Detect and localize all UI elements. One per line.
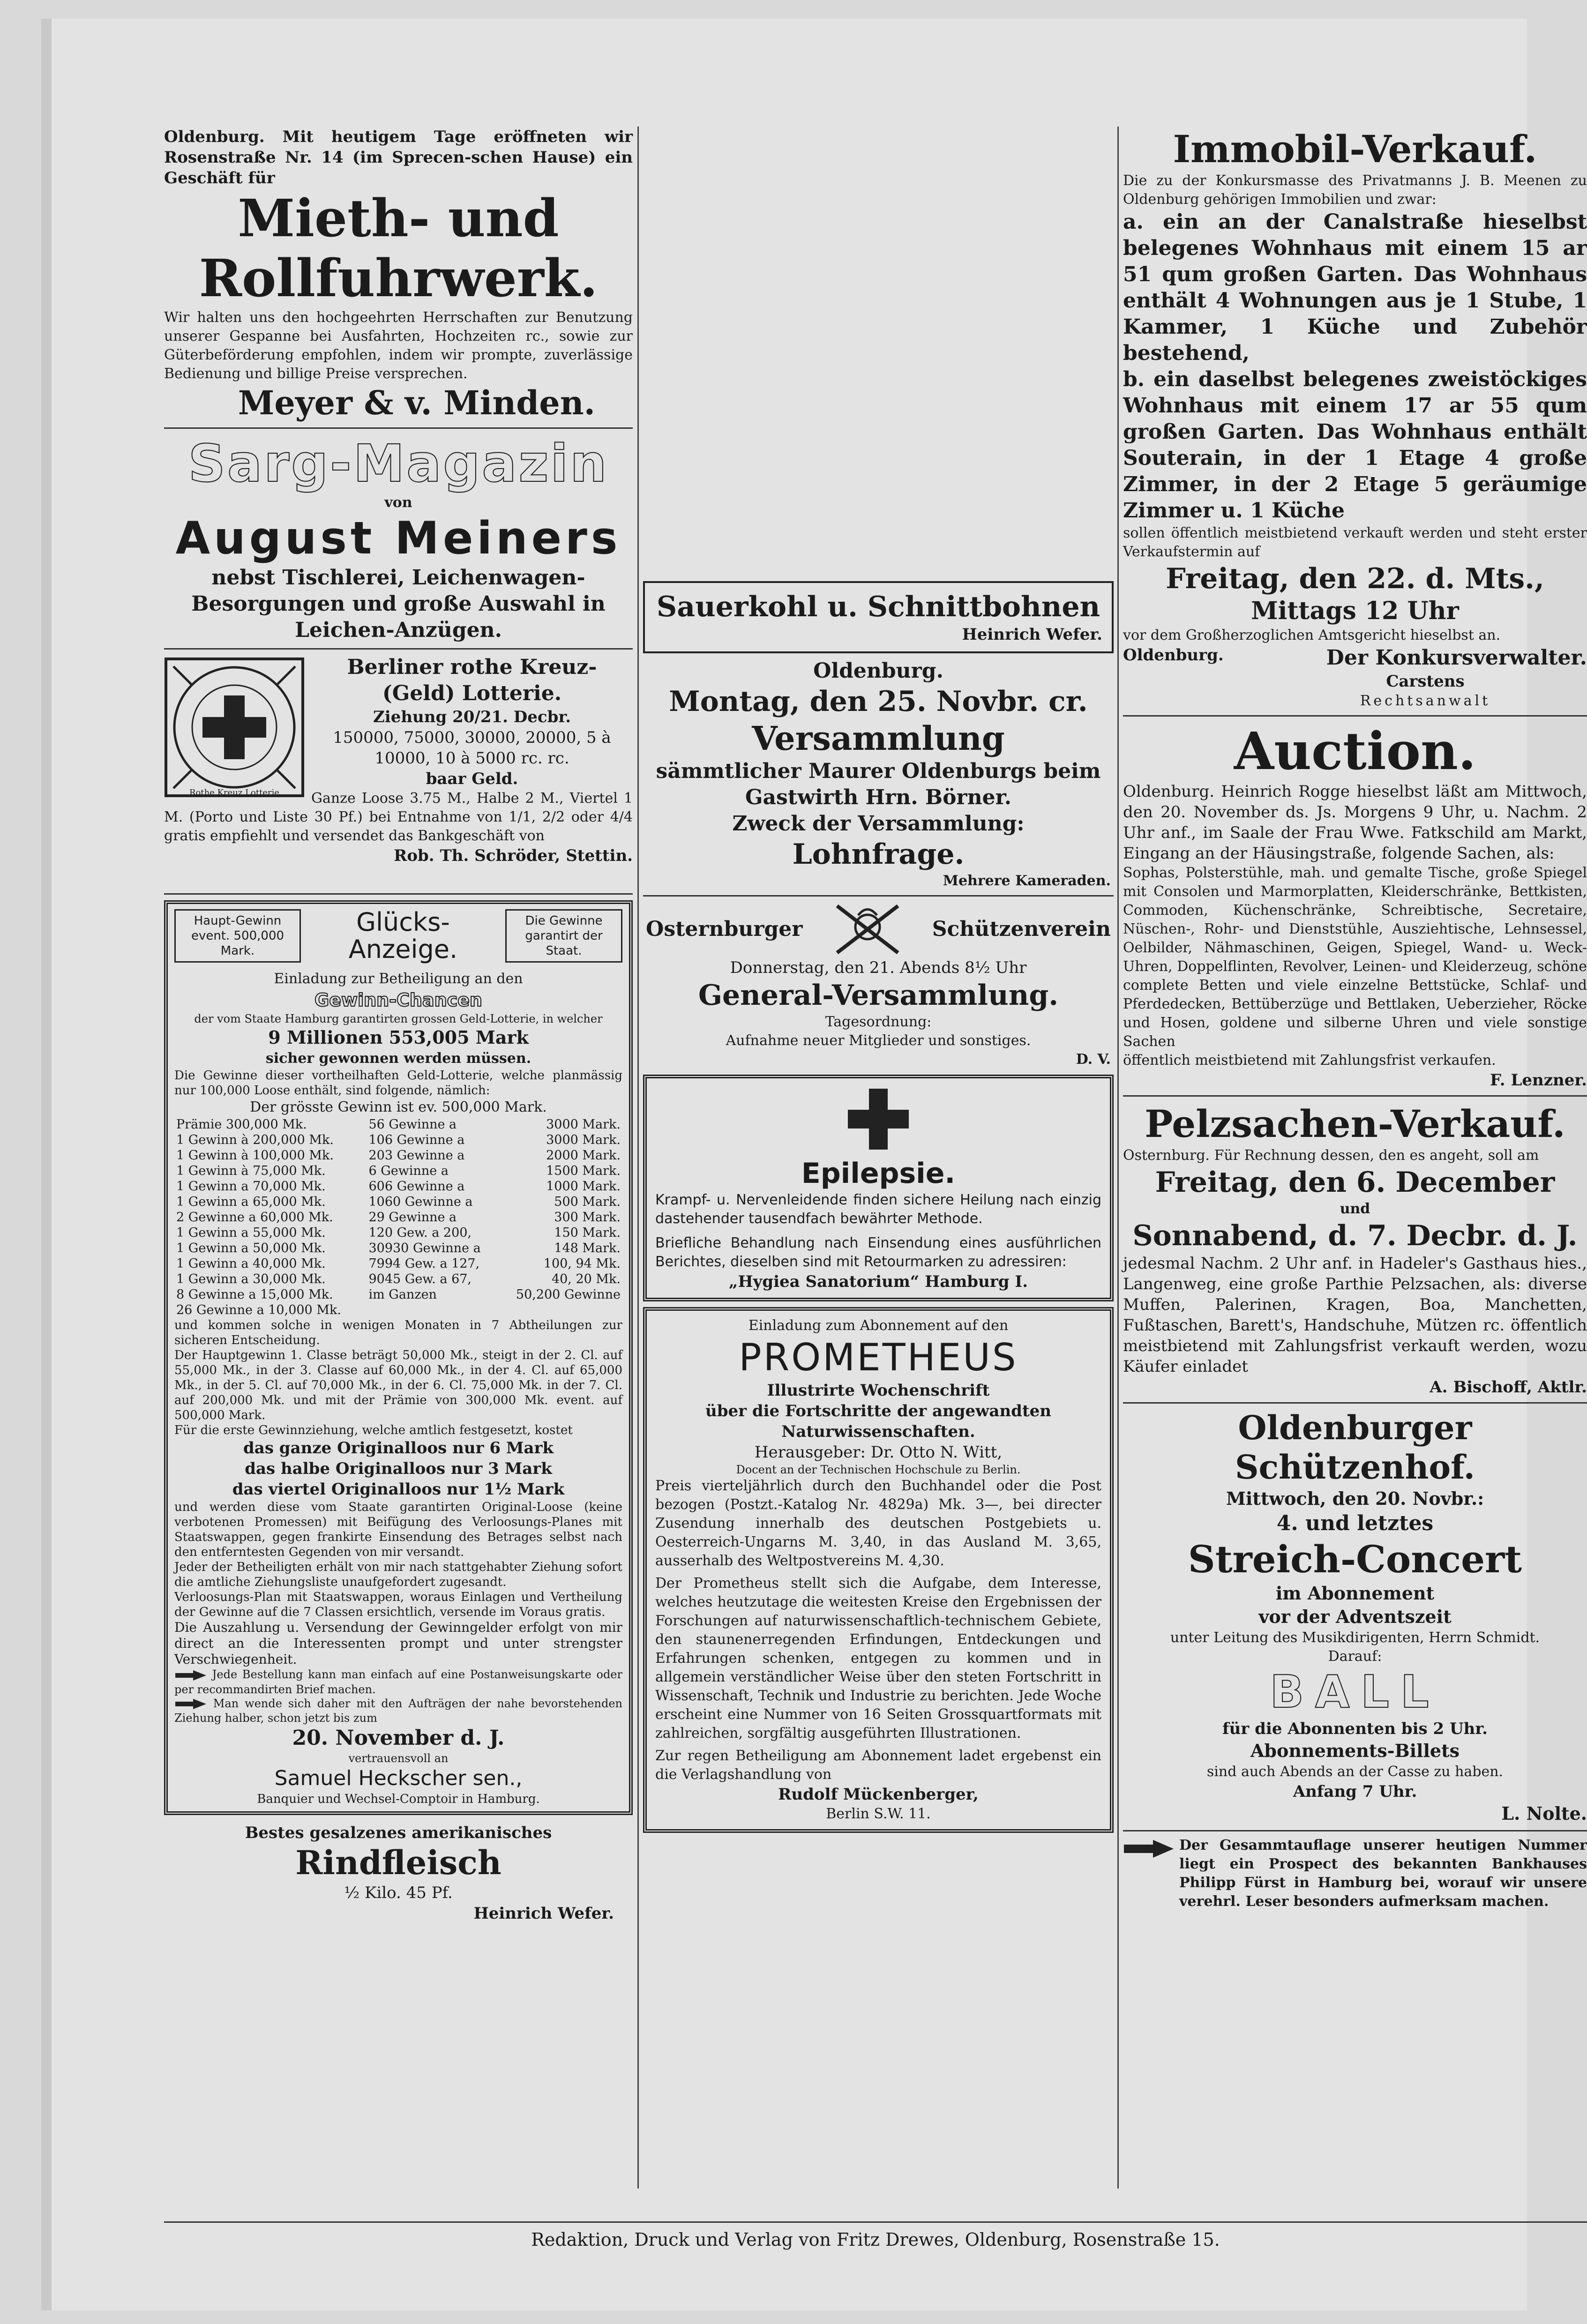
schuetzenhof-darauf: Darauf: (1328, 1648, 1382, 1665)
schuetzen-body: Aufnahme neuer Mitglieder und sonstiges. (726, 1032, 1031, 1049)
ad-immobil-verkauf (1123, 127, 1587, 710)
immobil-city: Oldenburg. (1123, 646, 1224, 665)
schuetzen-title: General-Versammlung. (698, 979, 1059, 1012)
gluecks-p5: und werden diese vom Staate garantirten Original-Loose (keine verbotenen Promessen) mit Beifügung des Verloosungs-Planes mit Staatswappen, gegen frankirte Einsendung des Betrages selbst nach den entferntesten Gegenden von mir versandt. (174, 1500, 622, 1559)
prize-row (174, 1225, 622, 1240)
prize-row (174, 1117, 622, 1132)
gluecks-p4: Für die erste Gewinnziehung, welche amtlich festgesetzt, kostet (174, 1423, 573, 1437)
lotterie-title: Berliner rothe Kreuz-(Geld) Lotterie. (347, 655, 597, 705)
versammlung-body: sämmtlicher Maurer Oldenburgs beim Gastwirth Hrn. Börner. (656, 759, 1101, 809)
cross-seal-icon (164, 657, 305, 798)
gluecks-p10-row (174, 1696, 622, 1726)
divider (164, 427, 633, 429)
immobil-date: Freitag, den 22. d. Mts., (1166, 562, 1544, 595)
prize-row (174, 1210, 622, 1225)
divider (164, 893, 633, 895)
column-1 (164, 127, 633, 1924)
prize-cell: 40, 20 Mk. (551, 1272, 621, 1286)
prize-row (174, 1271, 622, 1287)
gluecks-bank: Banquier und Wechsel-Comptoir in Hamburg. (257, 1792, 540, 1806)
gluecks-price-1: das ganze Originalloos nur 6 Mark (243, 1439, 554, 1457)
lotterie-signature: Rob. Th. Schröder, Stettin. (394, 846, 633, 865)
divider (1123, 1095, 1587, 1097)
prize-cell: 56 Gewinne a (368, 1117, 457, 1132)
column-3 (1123, 127, 1587, 1911)
ad-epilepsie (643, 1075, 1114, 1301)
gluecks-header (174, 909, 622, 963)
immobil-a: a. ein an der Canalstraße hieselbst belegenes Wohnhaus mit einem 15 ar 51 qum großen Garten. Das Wohnhaus enthält 4 Wohnungen aus je 1 Stube, 1 Kammer, 1 Küche und Zubehör bestehend, (1123, 210, 1587, 365)
pelz-und: und (1340, 1201, 1370, 1217)
epilepsie-p2: Briefliche Behandlung nach Einsendung eines ausführlichen Berichtes, dieselben sind mit Retourmarken zu adressiren: (655, 1235, 1101, 1270)
seal-text: Rothe Kreuz Lotterie (189, 788, 279, 798)
versammlung-signature: Mehrere Kameraden. (943, 873, 1111, 889)
prize-cell: 30930 Gewinne a (368, 1241, 481, 1255)
gluecks-p8: Die Auszahlung u. Versendung der Gewinngelder erfolgt von mir direct an die Interessenten prompt und unter strengster Verschwiegenheit. (174, 1620, 622, 1667)
prize-cell: 1 Gewinn à 75,000 Mk. (176, 1164, 326, 1178)
schuetzenhof-title: Oldenburger Schützenhof. (1235, 1408, 1475, 1487)
auction-body2: Sophas, Polsterstühle, mah. und gemalte Tische, große Spiegel mit Consolen und Marmorplatten, Kleiderschränke, Bettkisten, Commoden, Küchenschränke, Schreibtische, Secretaire, Nüschen-, Rohr- und Dienststühle, Ausziehtische, Lehnsessel, Oelbilder, Nähmaschinen, Geigen, Spiegel, Wand- u. Weck-Uhren, Doppelflinten, Revolver, Leinen- und Kleiderzeug, schöne complete Betten und viele einzelne Bettstücke, Schlaf- und Pferdedecken, Bettüberzüge und Bettlaken, Ueberzieher, Röcke und Hosen, goldene und silberne Uhren und viele sonstige Sachen (1123, 865, 1587, 1050)
prize-cell: 1000 Mark. (546, 1179, 621, 1194)
prize-cell: 29 Gewinne a (368, 1210, 457, 1225)
immobil-title: Immobil-Verkauf. (1173, 127, 1537, 171)
prize-cell: 6 Gewinne a (368, 1164, 449, 1178)
pointing-hand-icon (174, 1697, 207, 1711)
auction-body1: Oldenburg. Heinrich Rogge hieselbst läßt am Mittwoch, den 20. November ds. Js. Morgens 9 Uhr, u. Nachm. 2 Uhr anf., im Saale der Frau Wwe. Fatkschild am Markt, Eingang an der Häusingstraße, folgende Sachen, als: (1123, 782, 1587, 863)
prize-cell: 1 Gewinn à 100,000 Mk. (176, 1148, 334, 1163)
newspaper-page (41, 19, 1587, 2310)
cross-icon (843, 1084, 913, 1154)
prize-cell: 8 Gewinne a 15,000 Mk. (176, 1287, 333, 1302)
prometheus-invite: Einladung zum Abonnement auf den (748, 1317, 1009, 1334)
versammlung-place: Oldenburg. (813, 659, 943, 683)
schuetzenhof-sale: sind auch Abends an der Casse zu haben. (1206, 1764, 1504, 1780)
prize-row (174, 1256, 622, 1271)
prometheus-signature: Rudolf Mückenberger, (778, 1785, 979, 1804)
divider (1123, 715, 1587, 717)
prometheus-title: PROMETHEUS (739, 1336, 1018, 1379)
versammlung-zweck: Zweck der Versammlung: (732, 812, 1025, 836)
column-2 (643, 576, 1114, 1838)
pelz-body2: jedesmal Nachm. 2 Uhr anf. in Hadeler's Gasthaus hies., Langenweg, eine große Parthie Pelzsachen, als: diverse Muffen, Palerinen, Kragen, Boa, Manchetten, Fußtaschen, Barett's, Handschuhe, Mützen rc. öffentlich meistbietend mit Zahlungsfrist verkauft werden, wozu Käufer einladet (1123, 1254, 1587, 1376)
prize-cell: im Ganzen (368, 1287, 437, 1302)
ad-rothe-kreuz-lotterie (164, 654, 633, 889)
ad-schuetzenverein (643, 901, 1114, 1069)
schuetzenhof-advent: vor der Adventszeit (1258, 1606, 1452, 1627)
pelz-date1: Freitag, den 6. December (1155, 1166, 1555, 1199)
prize-cell: 1 Gewinn a 40,000 Mk. (176, 1256, 326, 1271)
schuetzen-signature: D. V. (1076, 1051, 1111, 1068)
immobil-verwalter: Der Konkursverwalter. (1326, 646, 1587, 670)
prize-cell: 1060 Gewinne a (368, 1195, 473, 1209)
ad-sarg-magazin (164, 433, 633, 643)
versammlung-date: Montag, den 25. Novbr. cr. (669, 685, 1088, 718)
pelz-signature: A. Bischoff, Aktlr. (1430, 1378, 1587, 1397)
versammlung-lohn: Lohnfrage. (792, 838, 965, 871)
prize-cell: 9045 Gew. a 67, (368, 1272, 472, 1286)
schuetzen-tagesordnung: Tagesordnung: (825, 1014, 932, 1030)
gluecks-p9: Jede Bestellung kann man einfach auf eine Postanweisungskarte oder per recommandirten Brief machen. (174, 1668, 622, 1696)
gluecks-invite: Einladung zur Betheiligung an den (274, 971, 523, 987)
column-rule-2 (1117, 127, 1119, 2189)
ad-mieth-rollfuhrwerk (164, 127, 633, 423)
gluecks-name: Samuel Heckscher sen., (274, 1766, 523, 1790)
schuetzen-left: Osternburger (646, 917, 803, 941)
prize-cell: 1 Gewinn a 50,000 Mk. (176, 1241, 326, 1255)
gluecks-groesste: Der grösste Gewinn ist ev. 500,000 Mark. (250, 1099, 547, 1115)
sauerkohl-title: Sauerkohl u. Schnittbohnen (656, 590, 1100, 623)
divider (1123, 1402, 1587, 1404)
divider (1123, 1830, 1587, 1831)
immobil-name: Carstens (1386, 672, 1465, 691)
lotterie-draw: Ziehung 20/21. Decbr. (373, 708, 571, 726)
prize-cell: 1 Gewinn à 200,000 Mk. (176, 1133, 334, 1147)
schuetzen-date: Donnerstag, den 21. Abends 8½ Uhr (730, 958, 1027, 977)
prize-cell: 120 Gew. a 200, (368, 1226, 472, 1240)
mieth-body: Wir halten uns den hochgeehrten Herrschaften zur Benutzung unserer Gespanne bei Ausfahrten, Hochzeiten rc., sowie zur Güterbeförderung empfohlen, indem wir prompte, zuverlässige Bedienung und billige Preise versprechen. (164, 309, 633, 382)
prize-cell: 2000 Mark. (546, 1148, 621, 1163)
gluecks-title: Glücks-Anzeige. (348, 907, 458, 964)
pointing-hand-icon (1123, 1838, 1175, 1860)
prize-row (174, 1194, 622, 1210)
ad-rindfleisch (164, 1823, 633, 1924)
gluecks-vertrauensvoll: vertrauensvoll an (348, 1752, 449, 1765)
prize-row (174, 1163, 622, 1179)
rindfleisch-intro: Bestes gesalzenes amerikanisches (245, 1823, 552, 1842)
prize-cell (499, 1302, 622, 1318)
prize-cell: 1 Gewinn a 55,000 Mk. (176, 1226, 326, 1240)
pelz-title: Pelzsachen-Verkauf. (1145, 1102, 1565, 1146)
prometheus-city: Berlin S.W. 11. (826, 1806, 931, 1822)
gluecks-p2: und kommen solche in wenigen Monaten in 7 Abtheilungen zur sicheren Entscheidung. (174, 1318, 622, 1347)
gluecks-p1: Die Gewinne dieser vortheilhaften Geld-Lotterie, welche planmässig nur 100,000 Loose enthält, sind folgende, nämlich: (174, 1069, 622, 1098)
lotterie-prizes: 150000, 75000, 30000, 20000, 5 à 10000, 10 à 5000 rc. rc. (333, 728, 611, 768)
prize-row (174, 1287, 622, 1302)
prometheus-editor: Herausgeber: Dr. Otto N. Witt, (754, 1443, 1003, 1462)
prize-cell: 7994 Gew. a 127, (368, 1256, 480, 1271)
prometheus-p2: Der Prometheus stellt sich die Aufgabe, dem Interesse, welches heutzutage die weitesten Kreise den Ergebnissen der Forschungen auf naturwissenschaftlich-technischem Gebiete, den staunenerregenden Erfindungen, Entdeckungen und Erfahrungen schenken, entgegen zu kommen und in allgemein verständlicher Weise über den steten Fortschritt in Wissenschaft, Technik und Industrie zu berichten. Jede Woche erscheint eine Nummer von 16 Seiten Grossquartformats mit zahlreichen, sorgfältig ausgeführten Illustrationen. (655, 1575, 1101, 1741)
auction-signature: F. Lenzner. (1490, 1071, 1587, 1090)
prize-row (174, 1132, 622, 1148)
gluecks-p6: Jeder der Betheiligten erhält von mir nach stattgehabter Ziehung sofort die amtliche Ziehungsliste unaufgefordert zugesandt. (174, 1560, 622, 1589)
ad-sauerkohl (643, 581, 1114, 653)
gluecks-p10: Man wende sich daher mit den Aufträgen der nahe bevorstehenden Ziehung halber, schon jetzt bis zum (174, 1696, 622, 1725)
prize-cell: 50,200 Gewinne (516, 1287, 621, 1302)
epilepsie-title: Epilepsie. (801, 1157, 956, 1190)
ad-prometheus (643, 1307, 1114, 1833)
gluecks-millionen: 9 Millionen 553,005 Mark (268, 1027, 529, 1048)
ad-pelzsachen (1123, 1101, 1587, 1397)
schuetzenhof-subtitle: 4. und letztes (1276, 1511, 1434, 1535)
prize-cell: 1 Gewinn a 65,000 Mk. (176, 1195, 326, 1209)
ad-versammlung (643, 658, 1114, 890)
schuetzenhof-billets: Abonnements-Billets (1250, 1740, 1460, 1761)
rindfleisch-price: ½ Kilo. 45 Pf. (344, 1883, 453, 1902)
prize-table (174, 1117, 622, 1318)
ad-auction (1123, 721, 1587, 1091)
prometheus-editor-sub: Docent an der Technischen Hochschule zu Berlin. (736, 1463, 1021, 1476)
prize-cell: 3000 Mark. (546, 1117, 621, 1132)
mieth-intro: Oldenburg. Mit heutigem Tage eröffneten wir Rosenstraße Nr. 14 (im Sprecen-schen Hause) ein Geschäft für (164, 127, 633, 187)
page-footer: Redaktion, Druck und Verlag von Fritz Drewes, Oldenburg, Rosenstraße 15. (164, 2221, 1587, 2250)
lotterie-body: Ganze Loose 3.75 M., Halbe 2 M., Viertel 1 M. (Porto und Liste 30 Pf.) bei Entnahme von 1/1, 2/2 oder 4/4 gratis empfiehlt und versendet das Bankgeschäft von (164, 790, 633, 844)
immobil-role: Rechtsanwalt (1360, 693, 1491, 709)
schuetzenhof-concert: Streich-Concert (1188, 1537, 1522, 1581)
pelz-body1: Osternburg. Für Rechnung dessen, den es angeht, soll am (1123, 1147, 1539, 1164)
gluecks-sicher: sicher gewonnen werden müssen. (265, 1050, 531, 1067)
gluecks-p7: Verloosungs-Plan mit Staatswappen, woraus Einlagen und Vertheilung der Gewinne auf die 7 Classen ersichtlich, versende im Voraus gratis. (174, 1590, 622, 1619)
gluecks-chancen: Gewinn-Chancen (314, 990, 482, 1010)
prize-cell: 150 Mark. (554, 1226, 621, 1240)
schuetzenhof-abonnement: im Abonnement (1275, 1583, 1435, 1604)
prize-cell: 26 Gewinne a 10,000 Mk. (176, 1303, 341, 1317)
prize-row (174, 1302, 622, 1318)
schuetzenhof-signature: L. Nolte. (1501, 1803, 1587, 1824)
sarg-name: August Meiners (175, 513, 621, 564)
divider (643, 895, 1114, 897)
rindfleisch-title: Rindfleisch (295, 1843, 502, 1882)
epilepsie-p1: Krampf- u. Nervenleidende finden sichere Heilung nach einzig dastehender tausendfach bewährter Methode. (655, 1192, 1101, 1227)
immobil-intro: Die zu der Konkursmasse des Privatmanns J. B. Meenen zu Oldenburg gehörigen Immobilien und zwar: (1123, 172, 1587, 208)
sarg-von: von (384, 494, 412, 511)
sauerkohl-signature: Heinrich Wefer. (962, 625, 1102, 644)
prometheus-sub1: Illustrirte Wochenschrift (767, 1381, 990, 1400)
notice-prospect (1123, 1836, 1587, 1911)
crossed-rifles-icon (832, 901, 903, 957)
prize-cell: 2 Gewinne a 60,000 Mk. (176, 1210, 333, 1225)
schuetzenhof-start: Anfang 7 Uhr. (1293, 1782, 1417, 1801)
prize-cell: 606 Gewinne a (368, 1179, 465, 1194)
prize-cell: 500 Mark. (554, 1195, 621, 1209)
red-cross-seal (164, 657, 305, 798)
ad-gluecks-anzeige (164, 900, 633, 1815)
schuetzenhof-for: für die Abonnenten bis 2 Uhr. (1222, 1719, 1488, 1738)
prometheus-sub2: über die Fortschritte der angewandten Naturwissenschaften. (705, 1402, 1052, 1441)
sarg-body: nebst Tischlerei, Leichenwagen-Besorgungen und große Auswahl in Leichen-Anzügen. (191, 566, 606, 642)
schuetzenhof-date: Mittwoch, den 20. Novbr.: (1226, 1488, 1484, 1509)
gluecks-p9-row (174, 1667, 622, 1696)
prize-cell: 148 Mark. (554, 1241, 621, 1255)
pelz-date2: Sonnabend, d. 7. Decbr. d. J. (1132, 1219, 1578, 1252)
immobil-sollen: sollen öffentlich meistbietend verkauft werden und steht erster Verkaufstermin auf (1123, 525, 1587, 560)
epilepsie-address: „Hygiea Sanatorium“ Hamburg I. (728, 1272, 1028, 1291)
immobil-b: b. ein daselbst belegenes zweistöckiges Wohnhaus mit einem 17 ar 55 qum großen Garten. Das Wohnhaus enthält Souterain, in der 1 Etage 4 große Zimmer, in der 2 Etage 5 geräumige Zimmer u. 1 Küche (1123, 367, 1587, 523)
prometheus-p3: Zur regen Betheiligung am Abonnement ladet ergebenst ein die Verlagshandlung von (655, 1748, 1101, 1783)
prize-cell: 3000 Mark. (546, 1133, 621, 1147)
prize-cell: 1500 Mark. (546, 1164, 621, 1178)
prize-cell: 300 Mark. (554, 1210, 621, 1225)
divider (164, 648, 633, 650)
gluecks-p3: Der Hauptgewinn 1. Classe beträgt 50,000 Mk., steigt in der 2. Cl. auf 55,000 Mk., in der 3. Classe auf 60,000 Mk., in der 4. Cl. auf 65,000 Mk., in der 5. Cl. auf 70,000 Mk., in der 6. Cl. 75,000 Mk. in der 7. Cl. auf 200,000 Mk. und mit der Prämie von 300,000 Mk. event. auf 500,000 Mark. (174, 1348, 622, 1422)
sarg-title: Sarg-Magazin (188, 433, 609, 493)
versammlung-title: Versammlung (752, 719, 1005, 758)
ad-schuetzenhof (1123, 1408, 1587, 1825)
auction-title: Auction. (1234, 721, 1476, 781)
auction-body3: öffentlich meistbietend mit Zahlungsfrist verkaufen. (1123, 1052, 1496, 1069)
schuetzen-header (646, 901, 1111, 957)
epilepsie-cross-wrap (655, 1084, 1101, 1156)
prize-row (174, 1179, 622, 1194)
immobil-sign-row (1123, 645, 1587, 671)
notice-text: Der Gesammtauflage unserer heutigen Nummer liegt ein Prospect des bekannten Bankhauses Philipp Fürst in Hamburg bei, worauf wir unsere verehrl. Leser besonders aufmerksam machen. (1179, 1837, 1587, 1910)
gluecks-price-2: das halbe Originalloos nur 3 Mark (245, 1459, 552, 1478)
gluecks-price-3: das viertel Originalloos nur 1½ Mark (232, 1480, 565, 1499)
prize-cell: Prämie 300,000 Mk. (176, 1117, 307, 1132)
pointing-hand-icon (174, 1668, 207, 1682)
schuetzenhof-ball: BALL (1270, 1666, 1440, 1718)
prometheus-p1: Preis vierteljährlich durch den Buchhandel oder die Post bezogen (Postzt.-Katalog Nr. 4829a) Mk. 3—, bei directer Zusendung innerhalb des deutschen Postgebiets u. Oesterreich-Ungarns M. 3,40, in das Ausland M. 3,65, ausserhalb des Weltpostvereins M. 4,30. (655, 1478, 1101, 1569)
gluecks-right-box: Die Gewinne garantirt der Staat. (505, 909, 622, 963)
gluecks-sub: der vom Staate Hamburg garantirten grossen Geld-Lotterie, in welcher (194, 1012, 603, 1025)
prize-cell: 100, 94 Mk. (543, 1256, 621, 1271)
mieth-headline: Mieth- und Rollfuhrwerk. (199, 188, 598, 308)
prize-cell: 203 Gewinne a (368, 1148, 465, 1163)
gluecks-date: 20. November d. J. (292, 1726, 505, 1750)
gluecks-left-box: Haupt-Gewinn event. 500,000 Mark. (174, 909, 301, 963)
prize-cell: 1 Gewinn a 70,000 Mk. (176, 1179, 326, 1194)
immobil-time: Mittags 12 Uhr (1251, 597, 1459, 625)
mieth-signature: Meyer & v. Minden. (238, 383, 595, 422)
prize-row (174, 1240, 622, 1256)
schuetzenhof-leitung: unter Leitung des Musikdirigenten, Herrn Schmidt. (1170, 1629, 1540, 1646)
lotterie-cash: baar Geld. (426, 770, 518, 788)
schuetzen-right: Schützenverein (932, 917, 1111, 941)
prize-cell: 1 Gewinn a 30,000 Mk. (176, 1272, 326, 1286)
prize-row (174, 1148, 622, 1163)
prize-cell: 106 Gewinne a (368, 1133, 465, 1147)
immobil-place: vor dem Großherzoglichen Amtsgericht hieselbst an. (1123, 627, 1501, 643)
prize-cell (367, 1302, 499, 1318)
rindfleisch-signature: Heinrich Wefer. (473, 1904, 614, 1923)
column-rule-1 (637, 127, 639, 2189)
